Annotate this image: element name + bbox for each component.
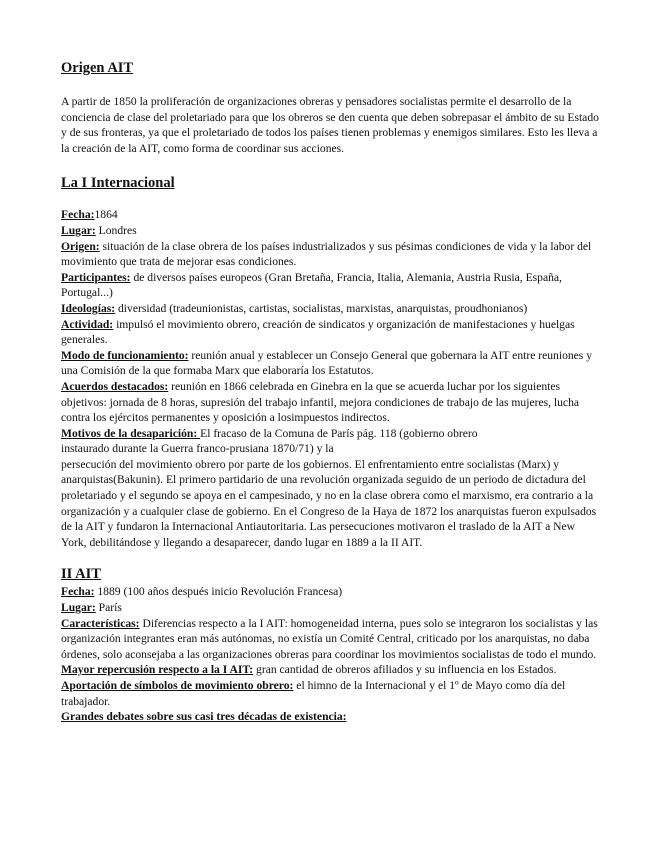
field-modo-funcionamiento xyxy=(61,348,601,379)
section-title-origen: Origen AIT xyxy=(61,60,134,76)
field-aportacion-simbolos xyxy=(61,678,601,709)
field-value: reunión en 1866 celebrada en Ginebra en la que se acuerda luchar por los siguientes objetivos: jornada de 8 horas, supresión del trabajo infantil, mejora condiciones de trabajo de las mujeres, lucha contra los ejércitos permanentes y oposición a losimpuestos indirectos. xyxy=(61,379,580,425)
field-label: Fecha: xyxy=(61,208,95,222)
field-grandes-debates xyxy=(61,709,601,725)
document-page xyxy=(61,58,601,725)
fields-primera xyxy=(61,207,601,550)
field-value: reunión anual y establecer un Consejo General que gobernara la AIT entre reuniones y una Comisión de la que formaba Marx que elaboraría los Estatutos. xyxy=(61,348,593,378)
field-value: situación de la clase obrera de los países industrializados y sus pésimas condiciones de vida y la labor del movimiento que trata de mejorar esas condiciones. xyxy=(61,239,592,269)
field-value: de diversos países europeos (Gran Bretaña, Francia, Italia, Alemania, Austria Rusia, España, Portugal...) xyxy=(61,270,562,300)
field-value: gran cantidad de obreros afiliados y su influencia en los Estados. xyxy=(253,663,557,677)
paragraph-desaparicion: persecución del movimiento obrero por parte de los gobiernos. El enfrentamiento entre socialistas (Marx) y anarquistas(Bakunin). El primero partidario de una revolución organizada seguido de un periodo de dictadura del proletariado y el segundo se apoya en el campesinado, y no en la clase obrera como el marxismo, era contrario a la organización y a cualquier clase de gobierno. En el Congreso de la Haya de 1872 los anarquistas fueron expulsados de la AIT y fundaron la Internacional Antiautoritaria. Las persecuciones motivaron el traslado de la AIT a New York, debilitándose y llegando a desaparecer, dando lugar en 1889 a la II AIT. xyxy=(61,457,597,549)
field-label: Aportación de símbolos de movimiento obrero: xyxy=(61,679,294,692)
field-ideologias xyxy=(61,301,601,317)
field-label: Lugar: xyxy=(61,223,96,237)
field-fecha xyxy=(61,207,601,223)
field-value: 1864 xyxy=(94,208,118,222)
field-caracteristicas xyxy=(61,616,601,663)
field-label: Modo de funcionamiento: xyxy=(61,348,189,362)
section-title-segunda-internacional: II AIT xyxy=(61,566,101,583)
field-value: impulsó el movimiento obrero, creación de sindicatos y organización de manifestaciones y huelgas generales. xyxy=(61,317,575,347)
field-actividad xyxy=(61,317,601,348)
field-label: Origen: xyxy=(61,239,100,253)
field-label: Actividad: xyxy=(61,317,114,331)
field-label: Participantes: xyxy=(61,270,131,284)
field-lugar xyxy=(61,600,601,616)
section-title-primera-internacional: La I Internacional xyxy=(61,175,175,192)
field-participantes xyxy=(61,270,601,301)
field-value: 1889 (100 años después inicio Revolución Francesa) xyxy=(94,585,343,599)
field-motivos-desaparicion xyxy=(61,426,481,457)
field-value: Londres xyxy=(95,223,137,237)
field-label: Acuerdos destacados: xyxy=(61,379,169,393)
field-lugar xyxy=(61,223,601,239)
field-origen xyxy=(61,239,601,270)
field-label: Fecha: xyxy=(61,585,95,599)
field-label: Mayor repercusión respecto a la I AIT: xyxy=(61,663,254,677)
paragraph-origen: A partir de 1850 la proliferación de organizaciones obreras y pensadores socialistas permite el desarrollo de la conciencia de clase del proletariado para que los obreros se den cuenta que deben sobrepasar el ámbito de su Estado y de sus fronteras, ya que el proletariado de todos los países tienen problemas y enemigos similares. Esto les lleva a la creación de la AIT, como forma de coordinar sus acciones. xyxy=(61,95,599,155)
fields-segunda xyxy=(61,584,601,724)
field-fecha xyxy=(61,584,601,600)
field-label: Ideologías: xyxy=(61,301,116,315)
field-value: el himno de la Internacional y el 1º de Mayo como día del trabajador. xyxy=(61,679,566,708)
field-mayor-repercusion xyxy=(61,662,601,678)
field-value: París xyxy=(95,601,122,615)
field-acuerdos-destacados xyxy=(61,379,601,426)
field-value: diversidad (tradeunionistas, cartistas, socialistas, marxistas, anarquistas, proudhonianos) xyxy=(115,301,528,315)
field-label: Grandes debates sobre sus casi tres décadas de existencia: xyxy=(61,710,347,724)
field-value: Diferencias respecto a la I AIT: homogeneidad interna, pues solo se integraron los socialistas y las organización integrantes eran más autónomas, no existía un Comité Central, criticado por los anarquistas, no daba órdenes, solo aconsejaba a las organizaciones obreras para coordinar los movimientos socialistas de todo el mundo. xyxy=(61,616,598,661)
field-value: El fracaso de la Comuna de París pág. 118 (gobierno obrero instaurado durante la Guerra franco-prusiana 1870/71) y la xyxy=(61,426,478,456)
field-label: Motivos de la desaparición: xyxy=(61,426,201,440)
field-label: Lugar: xyxy=(61,601,96,615)
field-label: Características: xyxy=(61,616,140,630)
